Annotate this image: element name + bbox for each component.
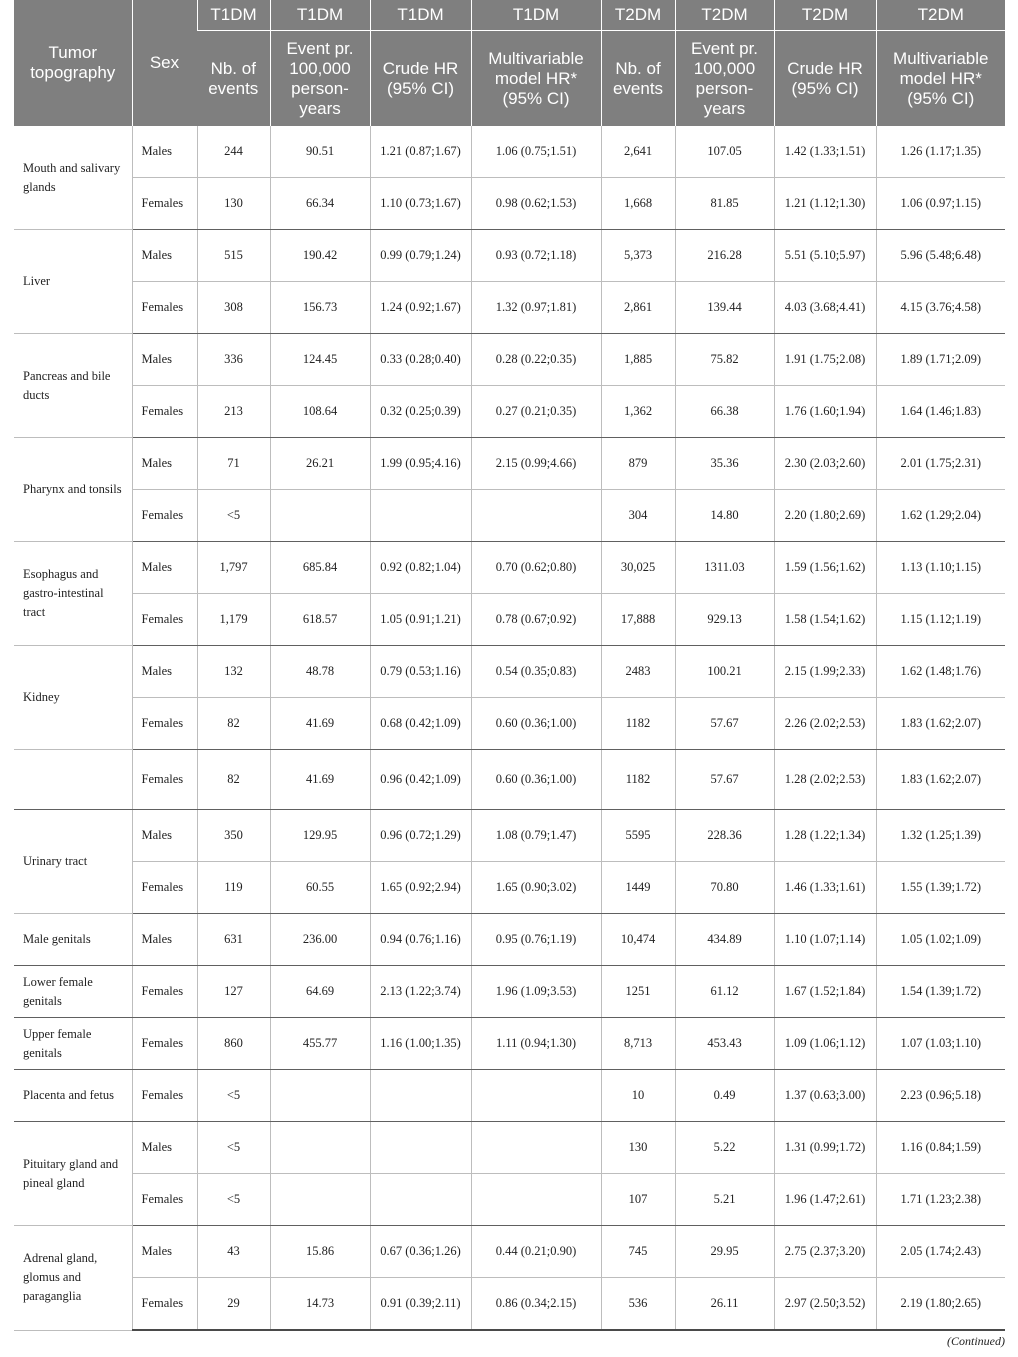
header-t1-event-rate: Event pr. 100,000 person-years — [270, 31, 370, 127]
cell-tumor-topography: Upper female genitals — [14, 1018, 132, 1070]
cell-t2-crude-hr: 1.37 (0.63;3.00) — [774, 1070, 876, 1122]
cell-t1-events: 213 — [197, 386, 270, 438]
header-t1-crude-hr: Crude HR (95% CI) — [370, 31, 471, 127]
table-row — [14, 966, 1005, 1018]
header-group-t2dm: T2DM — [601, 0, 675, 31]
cell-t1-rate: 190.42 — [270, 230, 370, 282]
cell-sex: Females — [132, 386, 197, 438]
cell-t1-events: 631 — [197, 914, 270, 966]
cell-t1-events: 515 — [197, 230, 270, 282]
cell-t2-crude-hr: 2.26 (2.02;2.53) — [774, 698, 876, 750]
cell-t2-mv-hr: 1.89 (1.71;2.09) — [876, 334, 1005, 386]
cell-t1-crude-hr: 2.13 (1.22;3.74) — [370, 966, 471, 1018]
cell-t2-crude-hr: 1.96 (1.47;2.61) — [774, 1174, 876, 1226]
cell-t1-mv-hr: 1.11 (0.94;1.30) — [471, 1018, 601, 1070]
cell-t2-rate: 100.21 — [675, 646, 774, 698]
header-tumor-topography: Tumor topography — [14, 0, 132, 126]
header-group-t1dm: T1DM — [471, 0, 601, 31]
cell-t2-rate: 1311.03 — [675, 542, 774, 594]
cell-t1-crude-hr: 1.05 (0.91;1.21) — [370, 594, 471, 646]
cell-t2-events: 130 — [601, 1122, 675, 1174]
cell-tumor-topography: Placenta and fetus — [14, 1070, 132, 1122]
header-group-t1dm: T1DM — [370, 0, 471, 31]
cell-t2-rate: 434.89 — [675, 914, 774, 966]
cell-t2-events: 10,474 — [601, 914, 675, 966]
cell-t2-events: 1182 — [601, 698, 675, 750]
cell-t2-crude-hr: 4.03 (3.68;4.41) — [774, 282, 876, 334]
cell-t2-crude-hr: 2.30 (2.03;2.60) — [774, 438, 876, 490]
cell-t2-mv-hr: 1.62 (1.29;2.04) — [876, 490, 1005, 542]
cell-t2-crude-hr: 1.58 (1.54;1.62) — [774, 594, 876, 646]
table-row — [14, 1226, 1005, 1278]
table-body — [14, 126, 1005, 1330]
table-row — [14, 1018, 1005, 1070]
cell-t1-mv-hr: 1.32 (0.97;1.81) — [471, 282, 601, 334]
cell-t2-mv-hr: 1.07 (1.03;1.10) — [876, 1018, 1005, 1070]
cell-t2-rate: 75.82 — [675, 334, 774, 386]
cell-sex: Males — [132, 230, 197, 282]
cell-sex: Females — [132, 178, 197, 230]
cell-t2-events: 30,025 — [601, 542, 675, 594]
cell-t1-mv-hr: 0.95 (0.76;1.19) — [471, 914, 601, 966]
cell-t2-mv-hr: 1.16 (0.84;1.59) — [876, 1122, 1005, 1174]
table-row — [14, 1174, 1005, 1226]
cell-t2-rate: 61.12 — [675, 966, 774, 1018]
cell-t1-crude-hr: 0.32 (0.25;0.39) — [370, 386, 471, 438]
cell-t1-rate: 618.57 — [270, 594, 370, 646]
cell-t1-events: 82 — [197, 750, 270, 810]
cell-t2-mv-hr: 2.01 (1.75;2.31) — [876, 438, 1005, 490]
cell-t1-events: 350 — [197, 810, 270, 862]
cell-t2-events: 17,888 — [601, 594, 675, 646]
cell-sex: Females — [132, 862, 197, 914]
cell-sex: Males — [132, 334, 197, 386]
cell-sex: Males — [132, 810, 197, 862]
table-row — [14, 438, 1005, 490]
cell-t1-events: 130 — [197, 178, 270, 230]
cell-t2-crude-hr: 2.20 (1.80;2.69) — [774, 490, 876, 542]
cell-t2-events: 1449 — [601, 862, 675, 914]
cell-t2-events: 1251 — [601, 966, 675, 1018]
cell-t2-crude-hr: 1.91 (1.75;2.08) — [774, 334, 876, 386]
cell-t1-crude-hr: 0.33 (0.28;0.40) — [370, 334, 471, 386]
table-row — [14, 1122, 1005, 1174]
cell-t2-rate: 14.80 — [675, 490, 774, 542]
cell-t2-mv-hr: 1.54 (1.39;1.72) — [876, 966, 1005, 1018]
cell-sex: Females — [132, 1278, 197, 1331]
cell-t1-mv-hr: 0.70 (0.62;0.80) — [471, 542, 601, 594]
cell-t2-mv-hr: 1.71 (1.23;2.38) — [876, 1174, 1005, 1226]
cell-t2-crude-hr: 5.51 (5.10;5.97) — [774, 230, 876, 282]
cell-t1-events: 1,797 — [197, 542, 270, 594]
cell-t2-mv-hr: 1.83 (1.62;2.07) — [876, 750, 1005, 810]
cell-t1-mv-hr: 0.44 (0.21;0.90) — [471, 1226, 601, 1278]
cell-sex: Males — [132, 1226, 197, 1278]
cell-sex: Females — [132, 1174, 197, 1226]
cell-t2-mv-hr: 1.26 (1.17;1.35) — [876, 126, 1005, 178]
cell-tumor-topography: Male genitals — [14, 914, 132, 966]
cell-t1-events: <5 — [197, 1122, 270, 1174]
cell-t2-rate: 70.80 — [675, 862, 774, 914]
cell-t1-crude-hr: 0.99 (0.79;1.24) — [370, 230, 471, 282]
cell-t1-rate — [270, 1122, 370, 1174]
cell-t1-mv-hr — [471, 1174, 601, 1226]
cell-t1-crude-hr: 1.99 (0.95;4.16) — [370, 438, 471, 490]
cell-t1-mv-hr: 0.86 (0.34;2.15) — [471, 1278, 601, 1331]
cell-t2-mv-hr: 2.05 (1.74;2.43) — [876, 1226, 1005, 1278]
cell-t2-mv-hr: 1.05 (1.02;1.09) — [876, 914, 1005, 966]
cell-t1-events: 43 — [197, 1226, 270, 1278]
table-row — [14, 334, 1005, 386]
cell-t2-rate: 5.21 — [675, 1174, 774, 1226]
cell-t1-rate: 156.73 — [270, 282, 370, 334]
table-row — [14, 282, 1005, 334]
cell-t2-rate: 26.11 — [675, 1278, 774, 1331]
cell-t2-events: 536 — [601, 1278, 675, 1331]
cell-t1-mv-hr: 1.08 (0.79;1.47) — [471, 810, 601, 862]
cell-t2-rate: 453.43 — [675, 1018, 774, 1070]
cell-t1-rate: 685.84 — [270, 542, 370, 594]
cell-t1-events: 119 — [197, 862, 270, 914]
cell-t1-rate: 66.34 — [270, 178, 370, 230]
header-t1-nb-events: Nb. of events — [197, 31, 270, 127]
cell-t2-mv-hr: 2.19 (1.80;2.65) — [876, 1278, 1005, 1331]
table-row — [14, 594, 1005, 646]
cell-t2-mv-hr: 1.15 (1.12;1.19) — [876, 594, 1005, 646]
cell-t1-mv-hr: 0.93 (0.72;1.18) — [471, 230, 601, 282]
cell-t1-mv-hr: 0.60 (0.36;1.00) — [471, 750, 601, 810]
header-t2-mv-hr: Multivariable model HR* (95% CI) — [876, 31, 1005, 127]
cell-t1-mv-hr: 0.78 (0.67;0.92) — [471, 594, 601, 646]
cell-t2-events: 2,861 — [601, 282, 675, 334]
cell-t1-rate: 64.69 — [270, 966, 370, 1018]
table-row — [14, 490, 1005, 542]
cell-t1-rate: 108.64 — [270, 386, 370, 438]
cell-t1-rate — [270, 1070, 370, 1122]
cell-t1-crude-hr: 0.92 (0.82;1.04) — [370, 542, 471, 594]
cell-t1-events: 308 — [197, 282, 270, 334]
cell-t1-crude-hr — [370, 1070, 471, 1122]
table-row — [14, 646, 1005, 698]
cell-t2-rate: 929.13 — [675, 594, 774, 646]
cell-t2-crude-hr: 1.67 (1.52;1.84) — [774, 966, 876, 1018]
table-row — [14, 178, 1005, 230]
cell-t1-mv-hr: 2.15 (0.99;4.66) — [471, 438, 601, 490]
cell-t1-crude-hr: 1.21 (0.87;1.67) — [370, 126, 471, 178]
cell-t1-rate: 60.55 — [270, 862, 370, 914]
cell-t1-crude-hr — [370, 1122, 471, 1174]
cell-t1-crude-hr: 0.79 (0.53;1.16) — [370, 646, 471, 698]
cell-t1-rate: 48.78 — [270, 646, 370, 698]
cell-sex: Females — [132, 282, 197, 334]
cell-tumor-topography: Urinary tract — [14, 810, 132, 914]
cell-t2-mv-hr: 2.23 (0.96;5.18) — [876, 1070, 1005, 1122]
cell-t1-events: 132 — [197, 646, 270, 698]
cell-t2-rate: 107.05 — [675, 126, 774, 178]
cell-tumor-topography: Mouth and salivary glands — [14, 126, 132, 230]
cell-t2-rate: 5.22 — [675, 1122, 774, 1174]
cell-sex: Males — [132, 914, 197, 966]
cell-t2-mv-hr: 1.06 (0.97;1.15) — [876, 178, 1005, 230]
cell-t2-mv-hr: 5.96 (5.48;6.48) — [876, 230, 1005, 282]
cell-t1-crude-hr: 0.96 (0.42;1.09) — [370, 750, 471, 810]
cell-t1-mv-hr: 0.60 (0.36;1.00) — [471, 698, 601, 750]
cell-t2-mv-hr: 1.13 (1.10;1.15) — [876, 542, 1005, 594]
cell-t2-crude-hr: 1.10 (1.07;1.14) — [774, 914, 876, 966]
cell-t1-rate: 129.95 — [270, 810, 370, 862]
cell-t1-crude-hr — [370, 1174, 471, 1226]
cell-t2-events: 5595 — [601, 810, 675, 862]
cell-t1-rate: 41.69 — [270, 698, 370, 750]
cell-t1-events: 127 — [197, 966, 270, 1018]
cell-t1-events: 336 — [197, 334, 270, 386]
cell-sex: Females — [132, 594, 197, 646]
table-row — [14, 230, 1005, 282]
cell-t1-events: 860 — [197, 1018, 270, 1070]
cell-sex: Males — [132, 126, 197, 178]
cell-t1-crude-hr: 0.91 (0.39;2.11) — [370, 1278, 471, 1331]
cell-t2-rate: 35.36 — [675, 438, 774, 490]
table-row — [14, 386, 1005, 438]
cell-tumor-topography: Liver — [14, 230, 132, 334]
cell-t1-events: 244 — [197, 126, 270, 178]
cell-t2-events: 10 — [601, 1070, 675, 1122]
cell-t1-events: <5 — [197, 1174, 270, 1226]
cell-t1-rate — [270, 490, 370, 542]
table-row — [14, 750, 1005, 810]
table-row — [14, 542, 1005, 594]
cell-t2-events: 2483 — [601, 646, 675, 698]
table-header — [14, 0, 1005, 126]
cell-t1-mv-hr: 0.98 (0.62;1.53) — [471, 178, 601, 230]
cell-t1-rate: 41.69 — [270, 750, 370, 810]
cell-t2-rate: 57.67 — [675, 750, 774, 810]
cell-t1-mv-hr: 0.28 (0.22;0.35) — [471, 334, 601, 386]
cell-t2-crude-hr: 1.21 (1.12;1.30) — [774, 178, 876, 230]
cell-t1-rate — [270, 1174, 370, 1226]
cell-t1-rate: 26.21 — [270, 438, 370, 490]
cell-t2-crude-hr: 1.28 (2.02;2.53) — [774, 750, 876, 810]
cell-t1-crude-hr: 0.68 (0.42;1.09) — [370, 698, 471, 750]
cell-t1-crude-hr: 0.67 (0.36;1.26) — [370, 1226, 471, 1278]
cell-tumor-topography: Esophagus and gastro-intestinal tract — [14, 542, 132, 646]
cell-t1-mv-hr — [471, 1122, 601, 1174]
cell-t2-events: 1182 — [601, 750, 675, 810]
cell-t1-crude-hr: 1.65 (0.92;2.94) — [370, 862, 471, 914]
cell-tumor-topography: Kidney — [14, 646, 132, 750]
cell-t2-crude-hr: 1.09 (1.06;1.12) — [774, 1018, 876, 1070]
cell-t2-events: 5,373 — [601, 230, 675, 282]
cell-t2-mv-hr: 1.55 (1.39;1.72) — [876, 862, 1005, 914]
cell-t1-rate: 455.77 — [270, 1018, 370, 1070]
cell-sex: Females — [132, 1018, 197, 1070]
cell-t2-mv-hr: 1.62 (1.48;1.76) — [876, 646, 1005, 698]
cell-t1-mv-hr: 1.06 (0.75;1.51) — [471, 126, 601, 178]
table-row — [14, 698, 1005, 750]
cell-t1-events: 71 — [197, 438, 270, 490]
cell-t2-events: 2,641 — [601, 126, 675, 178]
cell-t2-crude-hr: 2.15 (1.99;2.33) — [774, 646, 876, 698]
cell-t2-crude-hr: 2.97 (2.50;3.52) — [774, 1278, 876, 1331]
cell-t2-rate: 139.44 — [675, 282, 774, 334]
cell-sex: Females — [132, 1070, 197, 1122]
cell-t1-rate: 90.51 — [270, 126, 370, 178]
cell-sex: Females — [132, 698, 197, 750]
cell-sex: Males — [132, 438, 197, 490]
cell-t1-crude-hr: 0.96 (0.72;1.29) — [370, 810, 471, 862]
cell-t2-events: 879 — [601, 438, 675, 490]
cell-t2-rate: 66.38 — [675, 386, 774, 438]
cell-t2-crude-hr: 1.31 (0.99;1.72) — [774, 1122, 876, 1174]
cell-t2-mv-hr: 4.15 (3.76;4.58) — [876, 282, 1005, 334]
cell-t1-crude-hr: 1.10 (0.73;1.67) — [370, 178, 471, 230]
header-group-t2dm: T2DM — [675, 0, 774, 31]
continued-note: (Continued) — [947, 1334, 1005, 1348]
header-group-t1dm: T1DM — [270, 0, 370, 31]
header-t1-mv-hr: Multivariable model HR* (95% CI) — [471, 31, 601, 127]
table-row — [14, 126, 1005, 178]
cell-sex: Males — [132, 1122, 197, 1174]
cell-t2-events: 1,362 — [601, 386, 675, 438]
table-row — [14, 1070, 1005, 1122]
cell-t1-rate: 14.73 — [270, 1278, 370, 1331]
cell-t1-crude-hr: 1.16 (1.00;1.35) — [370, 1018, 471, 1070]
cell-t2-rate: 228.36 — [675, 810, 774, 862]
header-group-t2dm: T2DM — [876, 0, 1005, 31]
cancer-hr-table — [14, 0, 1005, 1331]
cell-t2-rate: 29.95 — [675, 1226, 774, 1278]
results-table-page — [14, 0, 1005, 1331]
cell-t2-crude-hr: 1.28 (1.22;1.34) — [774, 810, 876, 862]
cell-t2-crude-hr: 1.42 (1.33;1.51) — [774, 126, 876, 178]
cell-t1-events: 1,179 — [197, 594, 270, 646]
cell-t1-crude-hr: 0.94 (0.76;1.16) — [370, 914, 471, 966]
cell-t2-crude-hr: 1.76 (1.60;1.94) — [774, 386, 876, 438]
table-row — [14, 1278, 1005, 1331]
cell-t2-crude-hr: 1.59 (1.56;1.62) — [774, 542, 876, 594]
cell-sex: Females — [132, 750, 197, 810]
table-row — [14, 810, 1005, 862]
cell-t1-rate: 236.00 — [270, 914, 370, 966]
cell-t1-mv-hr — [471, 490, 601, 542]
header-group-t1dm: T1DM — [197, 0, 270, 31]
cell-tumor-topography: Adrenal gland, glomus and paraganglia — [14, 1226, 132, 1331]
cell-t2-mv-hr: 1.32 (1.25;1.39) — [876, 810, 1005, 862]
cell-t1-crude-hr: 1.24 (0.92;1.67) — [370, 282, 471, 334]
cell-tumor-topography — [14, 750, 132, 810]
cell-t2-events: 8,713 — [601, 1018, 675, 1070]
cell-t2-mv-hr: 1.83 (1.62;2.07) — [876, 698, 1005, 750]
cell-t1-mv-hr — [471, 1070, 601, 1122]
cell-t1-mv-hr: 1.96 (1.09;3.53) — [471, 966, 601, 1018]
cell-sex: Females — [132, 490, 197, 542]
cell-t2-events: 304 — [601, 490, 675, 542]
cell-t2-rate: 81.85 — [675, 178, 774, 230]
cell-t2-events: 1,885 — [601, 334, 675, 386]
cell-t1-events: 29 — [197, 1278, 270, 1331]
header-sex: Sex — [132, 0, 197, 126]
cell-t2-events: 1,668 — [601, 178, 675, 230]
cell-t1-rate: 15.86 — [270, 1226, 370, 1278]
cell-t2-crude-hr: 1.46 (1.33;1.61) — [774, 862, 876, 914]
header-t2-event-rate: Event pr. 100,000 person-years — [675, 31, 774, 127]
cell-t1-events: <5 — [197, 490, 270, 542]
cell-tumor-topography: Pituitary gland and pineal gland — [14, 1122, 132, 1226]
cell-sex: Males — [132, 646, 197, 698]
cell-t2-mv-hr: 1.64 (1.46;1.83) — [876, 386, 1005, 438]
cell-t1-mv-hr: 0.54 (0.35;0.83) — [471, 646, 601, 698]
cell-sex: Males — [132, 542, 197, 594]
header-group-t2dm: T2DM — [774, 0, 876, 31]
cell-tumor-topography: Lower female genitals — [14, 966, 132, 1018]
cell-t1-mv-hr: 0.27 (0.21;0.35) — [471, 386, 601, 438]
cell-t1-rate: 124.45 — [270, 334, 370, 386]
cell-t2-rate: 57.67 — [675, 698, 774, 750]
cell-t1-crude-hr — [370, 490, 471, 542]
cell-t2-rate: 0.49 — [675, 1070, 774, 1122]
cell-t1-events: <5 — [197, 1070, 270, 1122]
cell-t2-events: 107 — [601, 1174, 675, 1226]
cell-t1-mv-hr: 1.65 (0.90;3.02) — [471, 862, 601, 914]
table-row — [14, 914, 1005, 966]
cell-sex: Females — [132, 966, 197, 1018]
cell-t2-rate: 216.28 — [675, 230, 774, 282]
cell-t2-crude-hr: 2.75 (2.37;3.20) — [774, 1226, 876, 1278]
cell-t2-events: 745 — [601, 1226, 675, 1278]
cell-tumor-topography: Pancreas and bile ducts — [14, 334, 132, 438]
cell-t1-events: 82 — [197, 698, 270, 750]
table-row — [14, 862, 1005, 914]
header-t2-nb-events: Nb. of events — [601, 31, 675, 127]
header-t2-crude-hr: Crude HR (95% CI) — [774, 31, 876, 127]
cell-tumor-topography: Pharynx and tonsils — [14, 438, 132, 542]
